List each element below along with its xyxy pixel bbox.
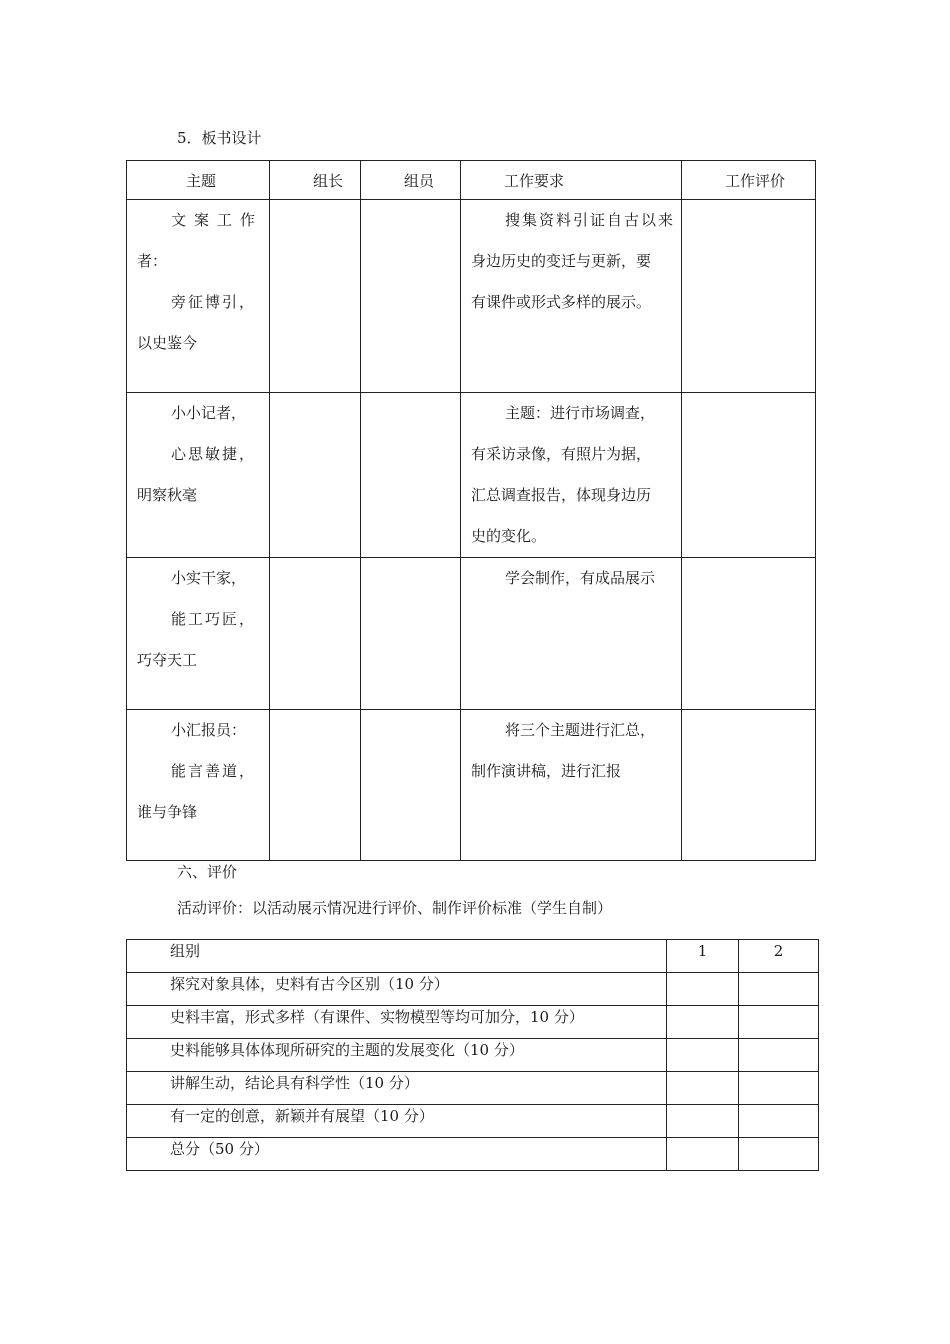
- table-row: [127, 1006, 819, 1039]
- leader-cell: [270, 558, 361, 710]
- score-cell: [667, 1072, 739, 1105]
- requirement-cell: 学会制作，有成品展示: [461, 558, 682, 710]
- leader-cell: [270, 200, 361, 393]
- table-header-row: [127, 161, 816, 200]
- members-cell: [361, 393, 461, 558]
- table-row: [127, 1072, 819, 1105]
- requirement-cell: 主题：进行市场调查， 有采访录像，有照片为据， 汇总调查报告，体现身边历 史的变化。: [461, 393, 682, 558]
- header-theme: 主题: [127, 161, 270, 200]
- theme-cell: 小汇报员： 能言善道， 谁与争锋: [127, 710, 270, 861]
- members-cell: [361, 558, 461, 710]
- header-requirement: 工作要求: [461, 161, 682, 200]
- table-row: [127, 1039, 819, 1072]
- criterion-label: 讲解生动，结论具有科学性（10 分）: [127, 1072, 667, 1105]
- table-row: [127, 200, 816, 393]
- leader-cell: [270, 393, 361, 558]
- evaluation-intro: 活动评价：以活动展示情况进行评价、制作评价标准（学生自制）: [177, 899, 613, 917]
- table-header-row: [127, 940, 819, 973]
- members-cell: [361, 200, 461, 393]
- criterion-label: 有一定的创意，新颖并有展望（10 分）: [127, 1105, 667, 1138]
- evaluation-cell: [682, 200, 816, 393]
- theme-cell: 小小记者， 心思敏捷， 明察秋毫: [127, 393, 270, 558]
- theme-cell: 小实干家， 能工巧匠， 巧夺天工: [127, 558, 270, 710]
- table-row: [127, 558, 816, 710]
- score-cell: [739, 1072, 819, 1105]
- group-1-header: 1: [667, 940, 739, 973]
- total-label: 总分（50 分）: [127, 1138, 667, 1171]
- requirement-cell: 搜集资料引证自古以来 身边历史的变迁与更新，要 有课件或形式多样的展示。: [461, 200, 682, 393]
- leader-cell: [270, 710, 361, 861]
- score-cell: [739, 973, 819, 1006]
- score-cell: [667, 1138, 739, 1171]
- score-cell: [739, 1105, 819, 1138]
- score-cell: [739, 1039, 819, 1072]
- score-cell: [667, 1105, 739, 1138]
- section-title: 5．板书设计: [177, 129, 262, 147]
- evaluation-criteria-table: [126, 939, 819, 1171]
- score-cell: [667, 1006, 739, 1039]
- board-design-table: [126, 160, 816, 861]
- evaluation-cell: [682, 710, 816, 861]
- header-evaluation: 工作评价: [682, 161, 816, 200]
- criterion-label: 探究对象具体，史料有古今区别（10 分）: [127, 973, 667, 1006]
- score-cell: [667, 1039, 739, 1072]
- members-cell: [361, 710, 461, 861]
- table-row: [127, 710, 816, 861]
- score-cell: [739, 1138, 819, 1171]
- header-leader: 组长: [270, 161, 361, 200]
- table-row: [127, 1138, 819, 1171]
- criterion-label: 史料能够具体体现所研究的主题的发展变化（10 分）: [127, 1039, 667, 1072]
- table-row: [127, 973, 819, 1006]
- theme-cell: 文案工作 者： 旁征博引， 以史鉴今: [127, 200, 270, 393]
- table-row: [127, 1105, 819, 1138]
- score-cell: [667, 973, 739, 1006]
- criterion-label: 史料丰富，形式多样（有课件、实物模型等均可加分，10 分）: [127, 1006, 667, 1039]
- section-six-title: 六、评价: [177, 863, 238, 881]
- requirement-cell: 将三个主题进行汇总， 制作演讲稿，进行汇报: [461, 710, 682, 861]
- score-cell: [739, 1006, 819, 1039]
- evaluation-cell: [682, 558, 816, 710]
- evaluation-cell: [682, 393, 816, 558]
- group-label: 组别: [127, 940, 667, 973]
- table-row: [127, 393, 816, 558]
- group-2-header: 2: [739, 940, 819, 973]
- header-members: 组员: [361, 161, 461, 200]
